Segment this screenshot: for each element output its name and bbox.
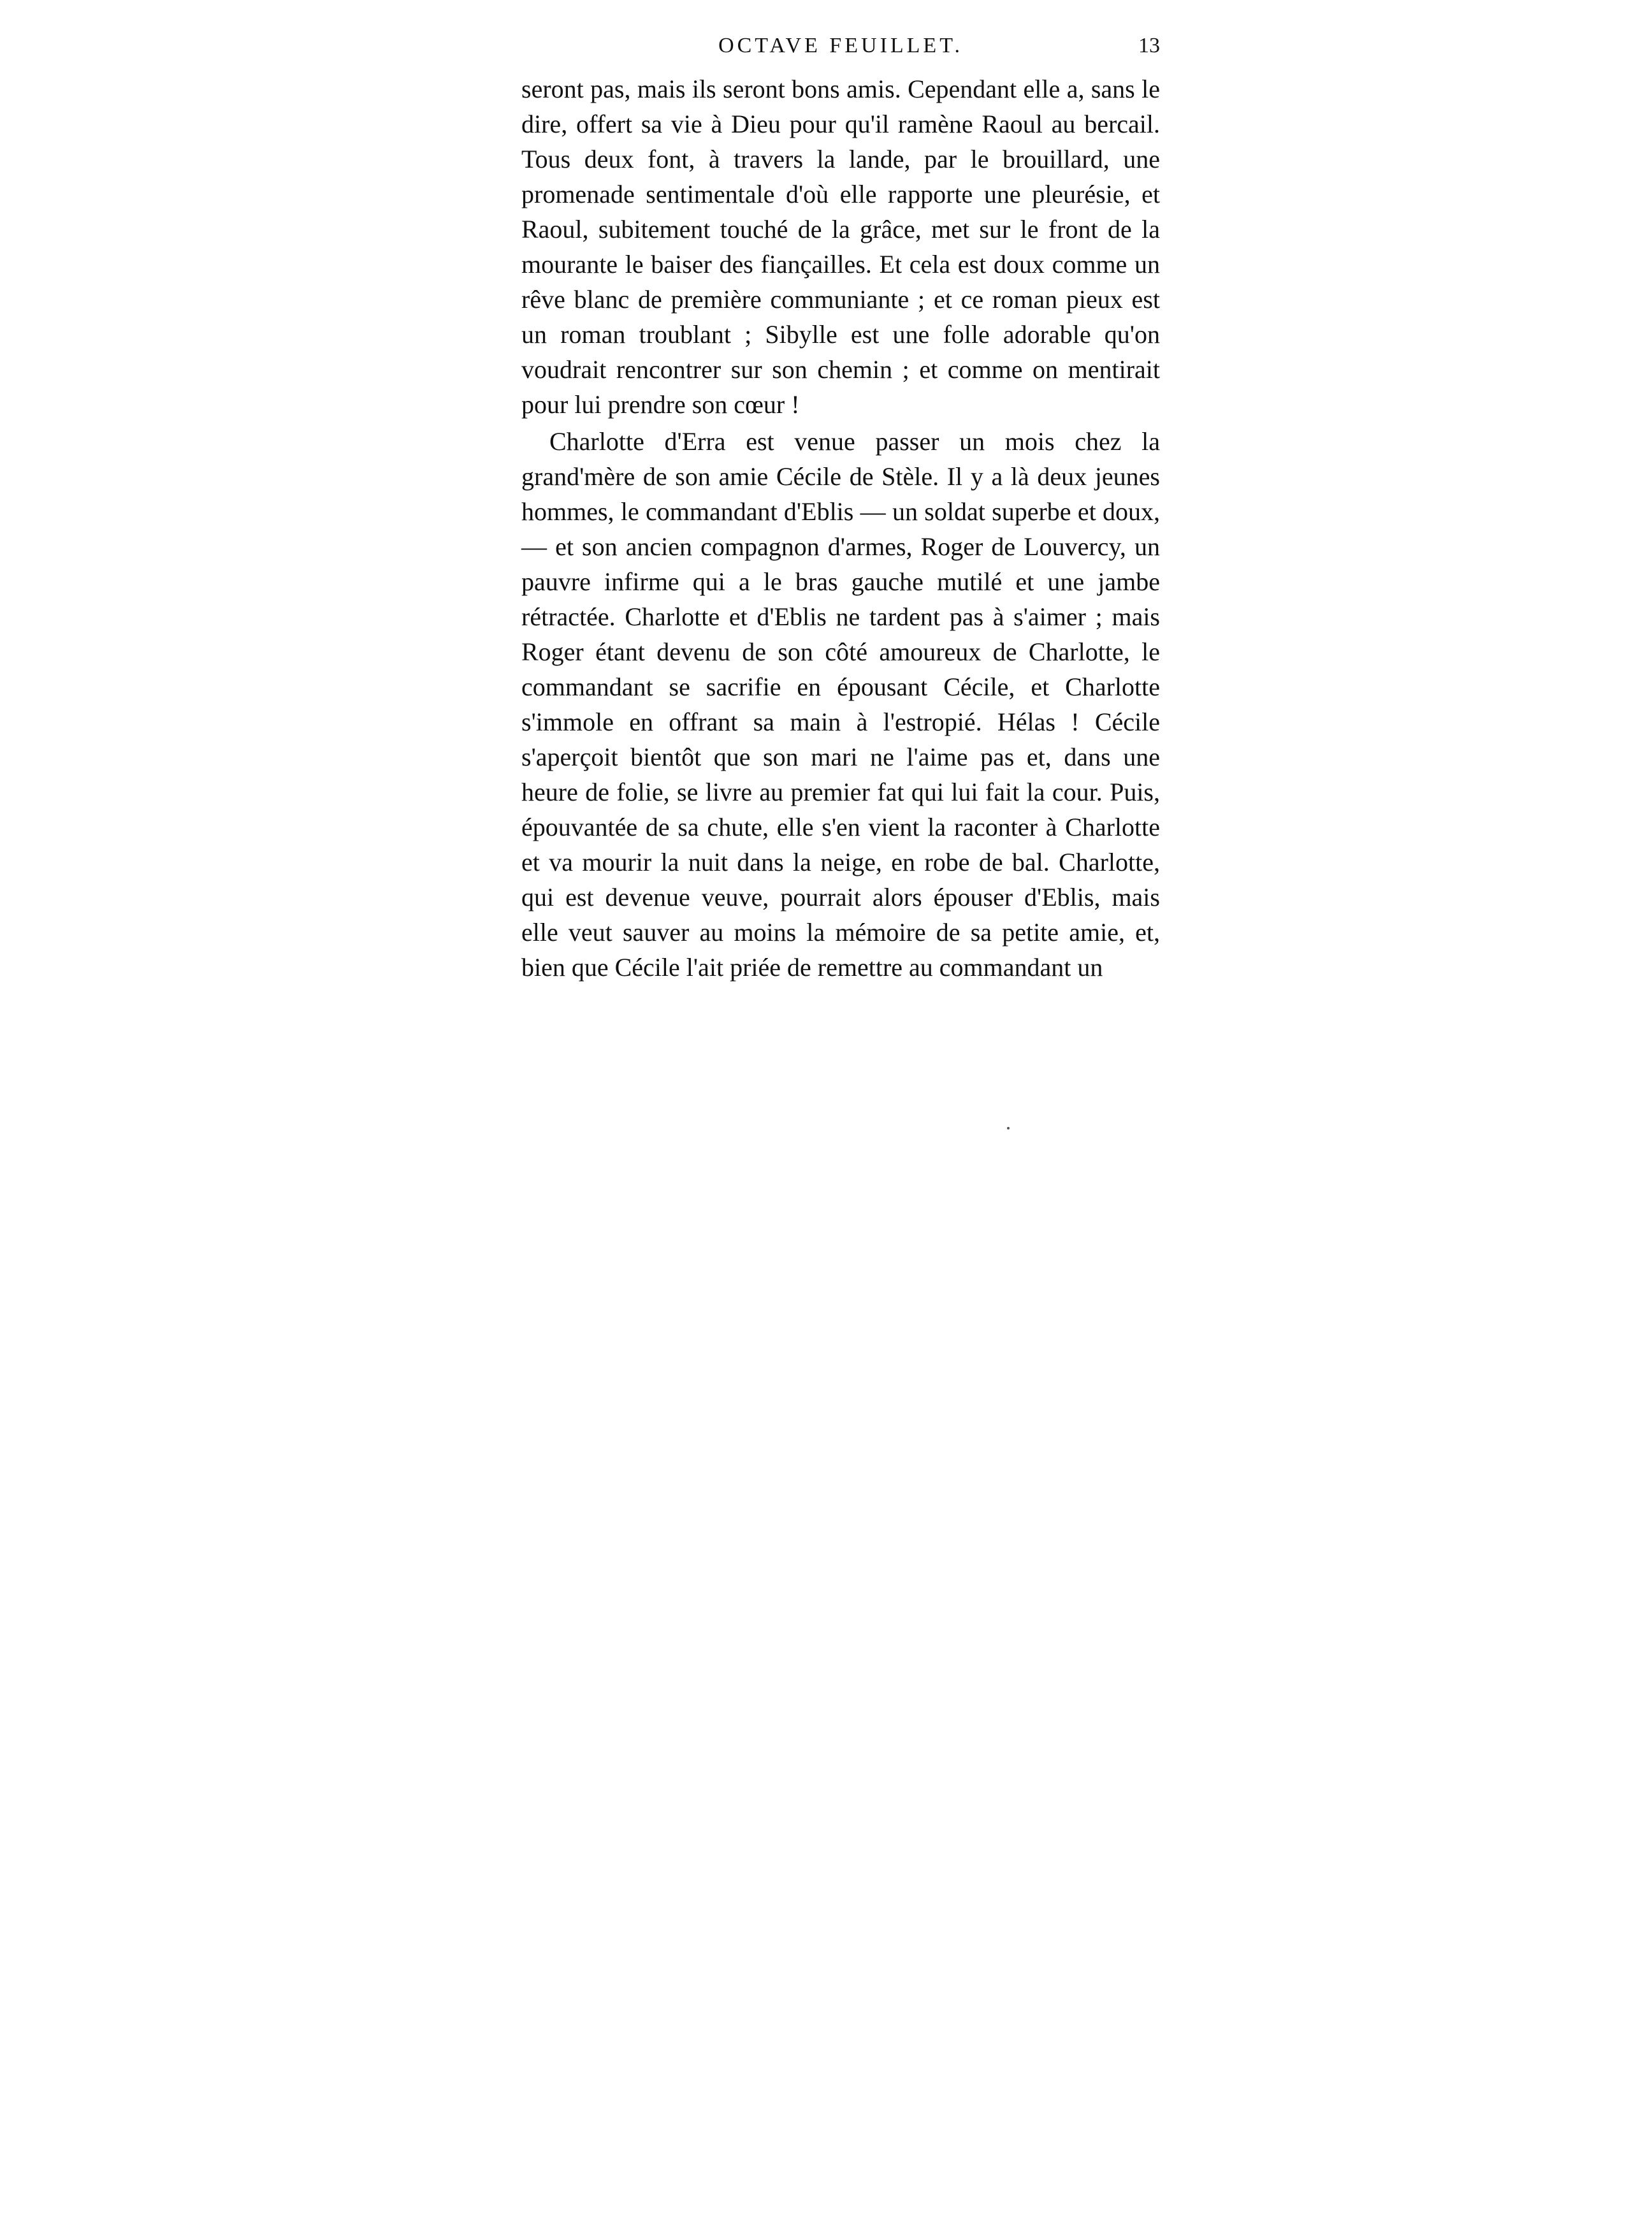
page-number: 13 [1138,34,1160,57]
page-header [521,27,1160,71]
ink-speck [1007,1127,1010,1129]
paragraph: seront pas, mais ils seront bons amis. Cependant elle a, sans le dire, offert sa vie à Dieu pour qu'il ramène Raoul au bercail. Tous deux font, à travers la lande, par le brouillard, une promenade sentimentale d'où elle rapporte une pleurésie, et Raoul, subitement touché de la grâce, met sur le front de la mourante le baiser des fiançailles. Et cela est doux comme un rêve blanc de première communiante ; et ce roman pieux est un roman troublant ; Sibylle est une folle adorable qu'on voudrait rencontrer sur son chemin ; et comme on mentirait pour lui prendre son cœur ! [521,75,1160,419]
body-text [521,71,1160,985]
paragraph: Charlotte d'Erra est venue passer un mois chez la grand'mère de son amie Cécile de Stèle. Il y a là deux jeunes hommes, le commandant d'Eblis — un soldat superbe et doux, — et son ancien compagnon d'armes, Roger de Louvercy, un pauvre infirme qui a le bras gauche mutilé et une jambe rétractée. Charlotte et d'Eblis ne tardent pas à s'aimer ; mais Roger étant devenu de son côté amoureux de Charlotte, le commandant se sacrifie en épousant Cécile, et Charlotte s'immole en offrant sa main à l'estropié. Hélas ! Cécile s'aperçoit bientôt que son mari ne l'aime pas et, dans une heure de folie, se livre au premier fat qui lui fait la cour. Puis, épouvantée de sa chute, elle s'en vient la raconter à Charlotte et va mourir la nuit dans la neige, en robe de bal. Charlotte, qui est devenue veuve, pourrait alors épouser d'Eblis, mais elle veut sauver au moins la mémoire de sa petite amie, et, bien que Cécile l'ait priée de remettre au commandant un [521,427,1160,982]
running-title: OCTAVE FEUILLET. [718,34,963,57]
